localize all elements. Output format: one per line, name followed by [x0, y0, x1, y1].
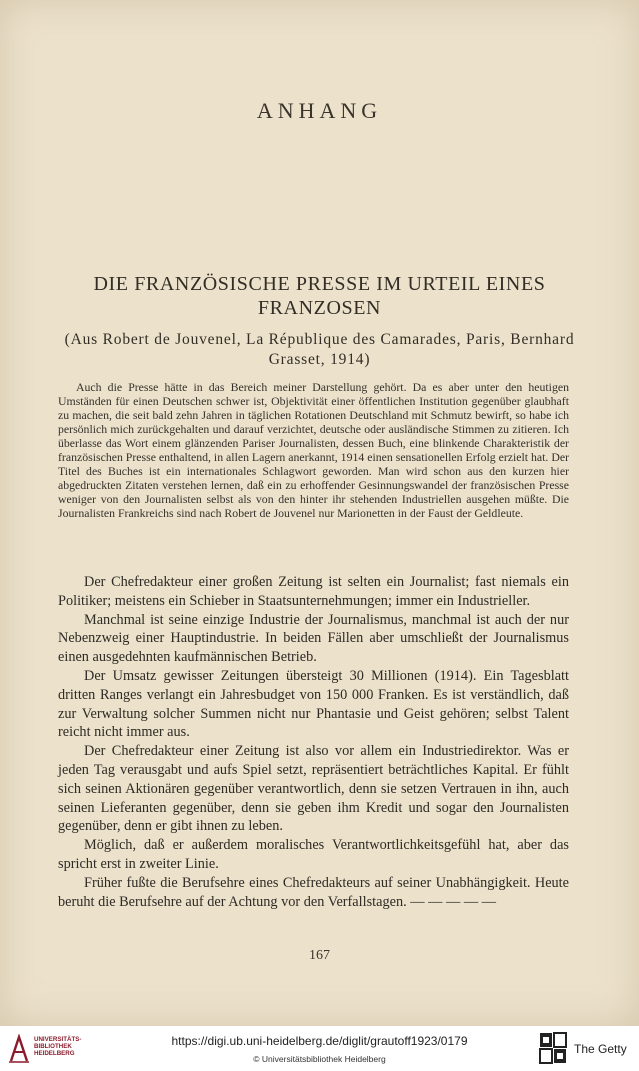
source-citation: (Aus Robert de Jouvenel, La République des Camarades, Paris, Bernhard Grasset, 1914) [64, 331, 575, 368]
permalink-url[interactable]: https://digi.ub.uni-heidelberg.de/diglit/grautoff1923/0179 [171, 1034, 468, 1048]
getty-label[interactable]: The Getty [574, 1042, 627, 1056]
section-heading: ANHANG [256, 98, 383, 123]
library-name-line: UNIVERSITÄTS- [34, 1036, 82, 1043]
library-name-line: BIBLIOTHEK [34, 1043, 72, 1050]
body-paragraph: Manchmal ist seine einzige Industrie der Journalismus, manchmal ist auch der nur Nebenzweig einer Hauptindustrie. In beiden Fällen aber umschließt der Journalismus einen ausgedehnten kaufmännischen Betrieb. [58, 611, 569, 666]
intro-note [58, 380, 569, 520]
library-name-line: HEIDELBERG [34, 1050, 75, 1057]
body-paragraph: Möglich, daß er außerdem moralisches Verantwortlichkeitsgefühl hat, aber das spricht erst in zweiter Linie. [58, 837, 569, 872]
getty-logo-icon[interactable] [539, 1032, 567, 1064]
body-paragraph: Früher fußte die Berufsehre eines Chefredakteurs auf seiner Unabhängigkeit. Heute beruht die Berufsehre auf der Achtung vor den Verfallstagen. — — — — — [58, 874, 569, 910]
body-paragraph: Der Chefredakteur einer Zeitung ist also vor allem ein Industriedirektor. Was er jeden Tag verausgabt und aufs Spiel setzt, repräsentiert beträchtliches Kapital. Er fühlt sich seinen Aktionären gegenüber verantwortlich, denn sie setzen Vertrauen in ihn, auch seinen Lieferanten gegenüber, denn sie geben ihm Kredit und sogar den Journalisten gegenüber, denn er gibt ihnen zu leben. [58, 743, 569, 835]
chapter-title: DIE FRANZÖSISCHE PRESSE IM URTEIL EINES FRANZOSEN [93, 273, 546, 319]
body-text [58, 573, 569, 911]
viewer-footer [0, 1026, 639, 1071]
copyright-notice: © Universitätsbibliothek Heidelberg [253, 1054, 386, 1064]
intro-paragraph: Auch die Presse hätte in das Bereich meiner Darstellung gehört. Da es aber unter den heutigen Umständen für einen Deutschen schwer ist, Objektivität einer öffentlichen Institution gegenüber glaubhaft zu machen, die seit bald zehn Jahren in täglichen Rotationen Deutschland mit Schmutz bewirft, so habe ich persönlich mich zurückgehalten und darauf verzichtet, deutsche oder ausländische Stimmen zu zitieren. Ich überlasse das Wort einem glänzenden Pariser Journalisten, dessen Buch, eine blinkende Charakteristik der französischen Presse enthaltend, in allen Lagern anerkannt, 1914 einen sensationellen Erfolg erzielt hat. Der Titel des Buches ist ein internationales Schlagwort geworden. Man wird schon aus den kurzen hier abgedruckten Zitaten verstehen lernen, daß ein zu erhoffender Gesinnungswandel der französischen Presse weniger von den Journalisten selbst als von den hinter ihr stehenden Industriellen ausgehen müßte. Die Journalisten Frankreichs sind nach Robert de Jouvenel nur Marionetten in der Faust der Geldleute. [58, 380, 570, 521]
body-paragraph: Der Umsatz gewisser Zeitungen übersteigt 30 Millionen (1914). Ein Tagesblatt dritten Ranges verlangt ein Jahresbudget von 150 000 Franken. Es ist verständlich, daß zur Verwaltung solcher Summen nicht nur Phantasie und Geist gehören; selbst Talent reicht nicht immer aus. [58, 667, 569, 741]
page-number: 167 [309, 948, 330, 963]
body-paragraph: Der Chefredakteur einer großen Zeitung ist selten ein Journalist; fast niemals ein Politiker; meistens ein Schieber in Staatsunternehmungen; immer ein Industrieller. [58, 574, 569, 609]
